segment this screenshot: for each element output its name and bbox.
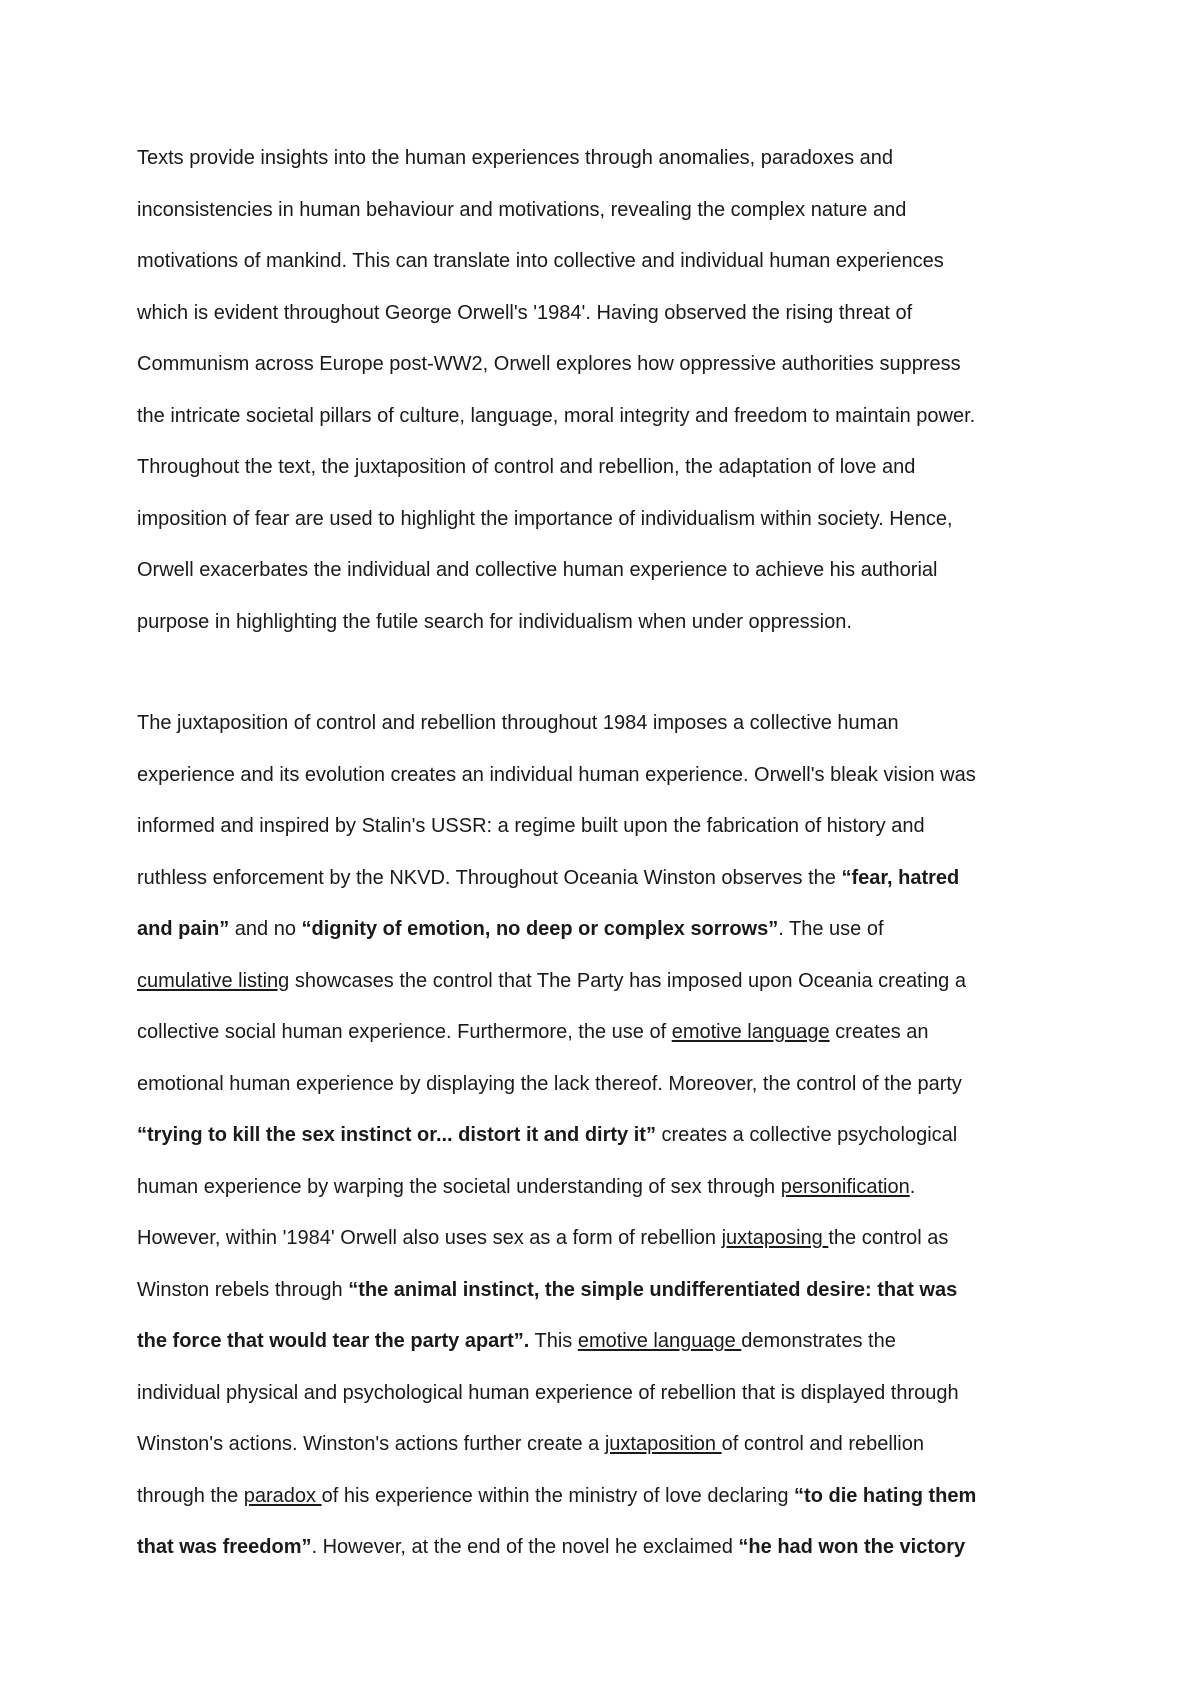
text-run: . However, at the end of the novel he exclaimed (311, 1536, 739, 1558)
technique-underlined: juxtaposing (721, 1227, 829, 1249)
text-run: human experience by warping the societal understanding of sex through (137, 1175, 781, 1198)
text-line (137, 1471, 1097, 1523)
quote-bold: “trying to kill the sex instinct or... distort it and dirty it” (137, 1124, 656, 1146)
text-run: which is evident throughout George Orwell's '1984'. Having observed the rising threat of (137, 301, 913, 324)
quote-bold: “dignity of emotion, no deep or complex sorrows” (301, 918, 779, 940)
text-line (137, 597, 1097, 649)
text-run: ruthless enforcement by the NKVD. Throughout Oceania Winston observes the (137, 866, 842, 889)
text-run: inconsistencies in human behaviour and motivations, revealing the complex nature and (137, 198, 907, 221)
text-line (137, 545, 1097, 597)
text-line (137, 339, 1097, 391)
text-run: . The use of (778, 918, 884, 940)
text-line (137, 133, 1097, 185)
text-line (137, 801, 1097, 853)
text-line (137, 185, 1097, 237)
text-line (137, 1007, 1097, 1059)
text-line (137, 698, 1097, 750)
text-line (137, 1368, 1097, 1420)
text-line (137, 1265, 1097, 1317)
text-line (137, 750, 1097, 802)
text-run: of control and rebellion (721, 1433, 924, 1455)
quote-bold: “he had won the victory (738, 1536, 966, 1558)
text-run: However, within '1984' Orwell also uses sex as a form of rebellion (137, 1227, 722, 1249)
text-run: Orwell exacerbates the individual and collective human experience to achieve his authorial (137, 559, 938, 581)
text-line (137, 1162, 1097, 1214)
text-run: This (529, 1330, 578, 1352)
text-run: through the (137, 1484, 244, 1507)
quote-bold: the force that would tear the party apart”. (137, 1330, 530, 1352)
quote-bold: and pain” (137, 918, 230, 940)
technique-underlined: paradox (243, 1484, 322, 1507)
paragraph-body (137, 698, 1097, 1574)
technique-underlined: personification (780, 1175, 910, 1198)
text-run: of his experience within the ministry of love declaring (321, 1484, 795, 1507)
text-line (137, 853, 1097, 905)
technique-underlined: emotive language (671, 1021, 830, 1043)
quote-bold: “fear, hatred (841, 866, 960, 889)
text-line (137, 1059, 1097, 1111)
text-run: emotional human experience by displaying the lack thereof. Moreover, the control of the party (137, 1072, 962, 1095)
text-run: the control as (828, 1227, 949, 1249)
technique-underlined: cumulative listing (137, 969, 290, 992)
technique-underlined: juxtaposition (604, 1433, 722, 1455)
text-run: individual physical and psychological human experience of rebellion that is displayed through (137, 1381, 959, 1404)
text-line (137, 236, 1097, 288)
text-run: informed and inspired by Stalin's USSR: a regime built upon the fabrication of history and (137, 815, 925, 837)
text-run: imposition of fear are used to highlight the importance of individualism within society. Hence, (137, 507, 953, 530)
text-run: demonstrates the (741, 1330, 896, 1352)
text-run: Winston's actions. Winston's actions further create a (137, 1433, 605, 1455)
text-run: Throughout the text, the juxtaposition of control and rebellion, the adaptation of love and (137, 456, 916, 478)
text-run: the intricate societal pillars of culture, language, moral integrity and freedom to maintain power. (137, 404, 976, 427)
text-run: creates an (829, 1021, 929, 1043)
text-run: Communism across Europe post-WW2, Orwell explores how oppressive authorities suppress (137, 353, 961, 375)
text-run: . (909, 1175, 916, 1198)
quote-bold: “to die hating them (794, 1484, 977, 1507)
text-run: purpose in highlighting the futile search for individualism when under oppression. (137, 610, 852, 633)
text-run: Winston rebels through (137, 1278, 349, 1301)
text-run: The juxtaposition of control and rebellion throughout 1984 imposes a collective human (137, 712, 899, 734)
text-run: creates a collective psychological (655, 1124, 958, 1146)
text-run: showcases the control that The Party has imposed upon Oceania creating a (289, 969, 966, 992)
text-line (137, 1419, 1097, 1471)
quote-bold: that was freedom” (137, 1536, 312, 1558)
text-line (137, 391, 1097, 443)
text-line (137, 1110, 1097, 1162)
quote-bold: “the animal instinct, the simple undifferentiated desire: that was (348, 1278, 958, 1301)
technique-underlined: emotive language (577, 1330, 742, 1352)
text-line (137, 288, 1097, 340)
text-line (137, 442, 1097, 494)
text-line (137, 904, 1097, 956)
text-run: and no (229, 918, 302, 940)
text-line (137, 494, 1097, 546)
text-run: motivations of mankind. This can translate into collective and individual human experiences (137, 250, 944, 272)
text-line (137, 956, 1097, 1008)
text-line (137, 1316, 1097, 1368)
text-line (137, 1213, 1097, 1265)
text-line (137, 1522, 1097, 1574)
paragraph-introduction (137, 133, 1097, 648)
text-run: collective social human experience. Furthermore, the use of (137, 1021, 672, 1043)
text-run: Texts provide insights into the human experiences through anomalies, paradoxes and (137, 147, 894, 169)
text-run: experience and its evolution creates an individual human experience. Orwell's bleak vision was (137, 763, 976, 786)
